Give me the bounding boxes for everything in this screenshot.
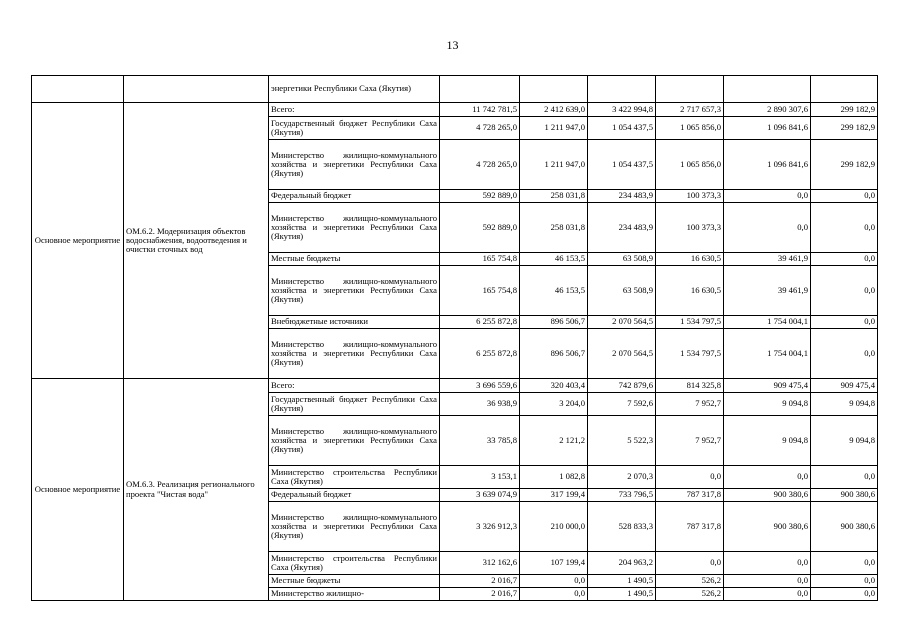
amount-cell: 528 833,3 bbox=[588, 502, 656, 552]
amount-cell: 3 696 559,6 bbox=[440, 379, 520, 393]
category-cell: Основное мероприятие bbox=[32, 103, 124, 379]
amount-cell: 1 096 841,6 bbox=[724, 117, 811, 140]
category-cell: Основное мероприятие bbox=[32, 379, 124, 601]
category-cell bbox=[32, 76, 124, 103]
amount-cell: 0,0 bbox=[811, 552, 878, 575]
amount-cell: 2 016,7 bbox=[440, 575, 520, 588]
amount-cell: 1 054 437,5 bbox=[588, 140, 656, 190]
amount-cell: 0,0 bbox=[811, 190, 878, 203]
amount-cell: 1 065 856,0 bbox=[656, 140, 724, 190]
amount-cell: 16 630,5 bbox=[656, 266, 724, 316]
amount-cell: 1 082,8 bbox=[520, 466, 588, 489]
amount-cell: 11 742 781,5 bbox=[440, 103, 520, 117]
funding-source-cell: Министерство жилищно-коммунального хозяйства и энергетики Республики Саха (Якутия) bbox=[269, 329, 440, 379]
amount-cell: 6 255 872,8 bbox=[440, 316, 520, 329]
amount-cell: 5 522,3 bbox=[588, 416, 656, 466]
amount-cell: 2 717 657,3 bbox=[656, 103, 724, 117]
amount-cell: 36 938,9 bbox=[440, 393, 520, 416]
amount-cell: 299 182,9 bbox=[811, 140, 878, 190]
amount-cell: 1 534 797,5 bbox=[656, 316, 724, 329]
amount-cell: 1 534 797,5 bbox=[656, 329, 724, 379]
amount-cell: 1 211 947,0 bbox=[520, 140, 588, 190]
amount-cell: 0,0 bbox=[811, 466, 878, 489]
funding-source-cell: Местные бюджеты bbox=[269, 253, 440, 266]
funding-source-cell: Внебюджетные источники bbox=[269, 316, 440, 329]
amount-cell: 165 754,8 bbox=[440, 253, 520, 266]
amount-cell: 0,0 bbox=[724, 575, 811, 588]
amount-cell: 0,0 bbox=[520, 575, 588, 588]
amount-cell: 787 317,8 bbox=[656, 502, 724, 552]
funding-source-cell: энергетики Республики Саха (Якутия) bbox=[269, 76, 440, 103]
amount-cell: 909 475,4 bbox=[724, 379, 811, 393]
amount-cell: 900 380,6 bbox=[811, 502, 878, 552]
amount-cell: 63 508,9 bbox=[588, 266, 656, 316]
amount-cell: 39 461,9 bbox=[724, 253, 811, 266]
table-row bbox=[32, 76, 878, 103]
amount-cell: 100 373,3 bbox=[656, 190, 724, 203]
amount-cell bbox=[724, 76, 811, 103]
amount-cell: 3 326 912,3 bbox=[440, 502, 520, 552]
funding-source-cell: Всего: bbox=[269, 103, 440, 117]
amount-cell: 733 796,5 bbox=[588, 489, 656, 502]
amount-cell: 0,0 bbox=[724, 190, 811, 203]
amount-cell: 9 094,8 bbox=[811, 416, 878, 466]
amount-cell: 900 380,6 bbox=[811, 489, 878, 502]
page-number: 13 bbox=[446, 38, 459, 52]
amount-cell: 0,0 bbox=[811, 316, 878, 329]
amount-cell: 742 879,6 bbox=[588, 379, 656, 393]
amount-cell: 1 490,5 bbox=[588, 575, 656, 588]
amount-cell: 3 153,1 bbox=[440, 466, 520, 489]
amount-cell bbox=[588, 76, 656, 103]
funding-source-cell: Министерство строительства Республики Саха (Якутия) bbox=[269, 552, 440, 575]
amount-cell: 1 754 004,1 bbox=[724, 316, 811, 329]
amount-cell bbox=[520, 76, 588, 103]
amount-cell: 33 785,8 bbox=[440, 416, 520, 466]
amount-cell: 3 639 074,9 bbox=[440, 489, 520, 502]
amount-cell: 0,0 bbox=[724, 588, 811, 601]
amount-cell: 3 204,0 bbox=[520, 393, 588, 416]
amount-cell: 592 889,0 bbox=[440, 203, 520, 253]
amount-cell: 39 461,9 bbox=[724, 266, 811, 316]
amount-cell: 299 182,9 bbox=[811, 103, 878, 117]
amount-cell: 3 422 994,8 bbox=[588, 103, 656, 117]
amount-cell: 107 199,4 bbox=[520, 552, 588, 575]
funding-source-cell: Федеральный бюджет bbox=[269, 190, 440, 203]
amount-cell: 100 373,3 bbox=[656, 203, 724, 253]
amount-cell: 9 094,8 bbox=[724, 416, 811, 466]
funding-source-cell: Государственный бюджет Республики Саха (Якутия) bbox=[269, 117, 440, 140]
amount-cell: 592 889,0 bbox=[440, 190, 520, 203]
event-cell: ОМ.6.2. Модернизация объектов водоснабжения, водоотведения и очистки сточных вод bbox=[124, 103, 269, 379]
amount-cell: 63 508,9 bbox=[588, 253, 656, 266]
amount-cell: 46 153,5 bbox=[520, 266, 588, 316]
amount-cell: 0,0 bbox=[520, 588, 588, 601]
amount-cell: 165 754,8 bbox=[440, 266, 520, 316]
amount-cell: 7 952,7 bbox=[656, 393, 724, 416]
amount-cell: 896 506,7 bbox=[520, 316, 588, 329]
amount-cell: 2 412 639,0 bbox=[520, 103, 588, 117]
amount-cell: 299 182,9 bbox=[811, 117, 878, 140]
amount-cell: 787 317,8 bbox=[656, 489, 724, 502]
amount-cell: 1 096 841,6 bbox=[724, 140, 811, 190]
amount-cell: 7 592,6 bbox=[588, 393, 656, 416]
amount-cell: 900 380,6 bbox=[724, 489, 811, 502]
event-cell: ОМ.6.3. Реализация регионального проекта "Чистая вода" bbox=[124, 379, 269, 601]
amount-cell: 4 728 265,0 bbox=[440, 117, 520, 140]
amount-cell: 0,0 bbox=[811, 329, 878, 379]
funding-source-cell: Местные бюджеты bbox=[269, 575, 440, 588]
amount-cell bbox=[656, 76, 724, 103]
amount-cell: 210 000,0 bbox=[520, 502, 588, 552]
funding-source-cell: Министерство жилищно-коммунального хозяйства и энергетики Республики Саха (Якутия) bbox=[269, 203, 440, 253]
amount-cell: 0,0 bbox=[811, 266, 878, 316]
amount-cell: 0,0 bbox=[724, 203, 811, 253]
table-body bbox=[32, 76, 878, 601]
amount-cell: 2 070 564,5 bbox=[588, 316, 656, 329]
amount-cell bbox=[811, 76, 878, 103]
amount-cell: 0,0 bbox=[724, 466, 811, 489]
amount-cell: 2 016,7 bbox=[440, 588, 520, 601]
amount-cell: 1 754 004,1 bbox=[724, 329, 811, 379]
amount-cell: 320 403,4 bbox=[520, 379, 588, 393]
amount-cell: 0,0 bbox=[811, 575, 878, 588]
table-row bbox=[32, 379, 878, 393]
amount-cell: 16 630,5 bbox=[656, 253, 724, 266]
amount-cell: 2 121,2 bbox=[520, 416, 588, 466]
funding-source-cell: Министерство жилищно- bbox=[269, 588, 440, 601]
amount-cell bbox=[440, 76, 520, 103]
budget-table bbox=[31, 75, 878, 601]
amount-cell: 4 728 265,0 bbox=[440, 140, 520, 190]
amount-cell: 526,2 bbox=[656, 575, 724, 588]
amount-cell: 2 070,3 bbox=[588, 466, 656, 489]
amount-cell: 909 475,4 bbox=[811, 379, 878, 393]
funding-source-cell: Государственный бюджет Республики Саха (Якутия) bbox=[269, 393, 440, 416]
amount-cell: 0,0 bbox=[811, 203, 878, 253]
amount-cell: 234 483,9 bbox=[588, 203, 656, 253]
amount-cell: 0,0 bbox=[656, 466, 724, 489]
amount-cell: 9 094,8 bbox=[724, 393, 811, 416]
event-cell bbox=[124, 76, 269, 103]
funding-source-cell: Министерство жилищно-коммунального хозяйства и энергетики Республики Саха (Якутия) bbox=[269, 266, 440, 316]
amount-cell: 46 153,5 bbox=[520, 253, 588, 266]
funding-source-cell: Министерство жилищно-коммунального хозяйства и энергетики Республики Саха (Якутия) bbox=[269, 140, 440, 190]
amount-cell: 526,2 bbox=[656, 588, 724, 601]
amount-cell: 0,0 bbox=[811, 588, 878, 601]
funding-source-cell: Федеральный бюджет bbox=[269, 489, 440, 502]
amount-cell: 258 031,8 bbox=[520, 190, 588, 203]
amount-cell: 1 490,5 bbox=[588, 588, 656, 601]
amount-cell: 814 325,8 bbox=[656, 379, 724, 393]
amount-cell: 6 255 872,8 bbox=[440, 329, 520, 379]
amount-cell: 0,0 bbox=[656, 552, 724, 575]
amount-cell: 1 065 856,0 bbox=[656, 117, 724, 140]
amount-cell: 1 054 437,5 bbox=[588, 117, 656, 140]
amount-cell: 312 162,6 bbox=[440, 552, 520, 575]
funding-source-cell: Министерство строительства Республики Саха (Якутия) bbox=[269, 466, 440, 489]
amount-cell: 234 483,9 bbox=[588, 190, 656, 203]
amount-cell: 896 506,7 bbox=[520, 329, 588, 379]
funding-source-cell: Министерство жилищно-коммунального хозяйства и энергетики Республики Саха (Якутия) bbox=[269, 502, 440, 552]
table-row bbox=[32, 103, 878, 117]
amount-cell: 9 094,8 bbox=[811, 393, 878, 416]
funding-source-cell: Министерство жилищно-коммунального хозяйства и энергетики Республики Саха (Якутия) bbox=[269, 416, 440, 466]
amount-cell: 258 031,8 bbox=[520, 203, 588, 253]
amount-cell: 0,0 bbox=[811, 253, 878, 266]
funding-source-cell: Всего: bbox=[269, 379, 440, 393]
amount-cell: 2 890 307,6 bbox=[724, 103, 811, 117]
amount-cell: 204 963,2 bbox=[588, 552, 656, 575]
amount-cell: 1 211 947,0 bbox=[520, 117, 588, 140]
amount-cell: 0,0 bbox=[724, 552, 811, 575]
amount-cell: 317 199,4 bbox=[520, 489, 588, 502]
amount-cell: 2 070 564,5 bbox=[588, 329, 656, 379]
amount-cell: 7 952,7 bbox=[656, 416, 724, 466]
amount-cell: 900 380,6 bbox=[724, 502, 811, 552]
